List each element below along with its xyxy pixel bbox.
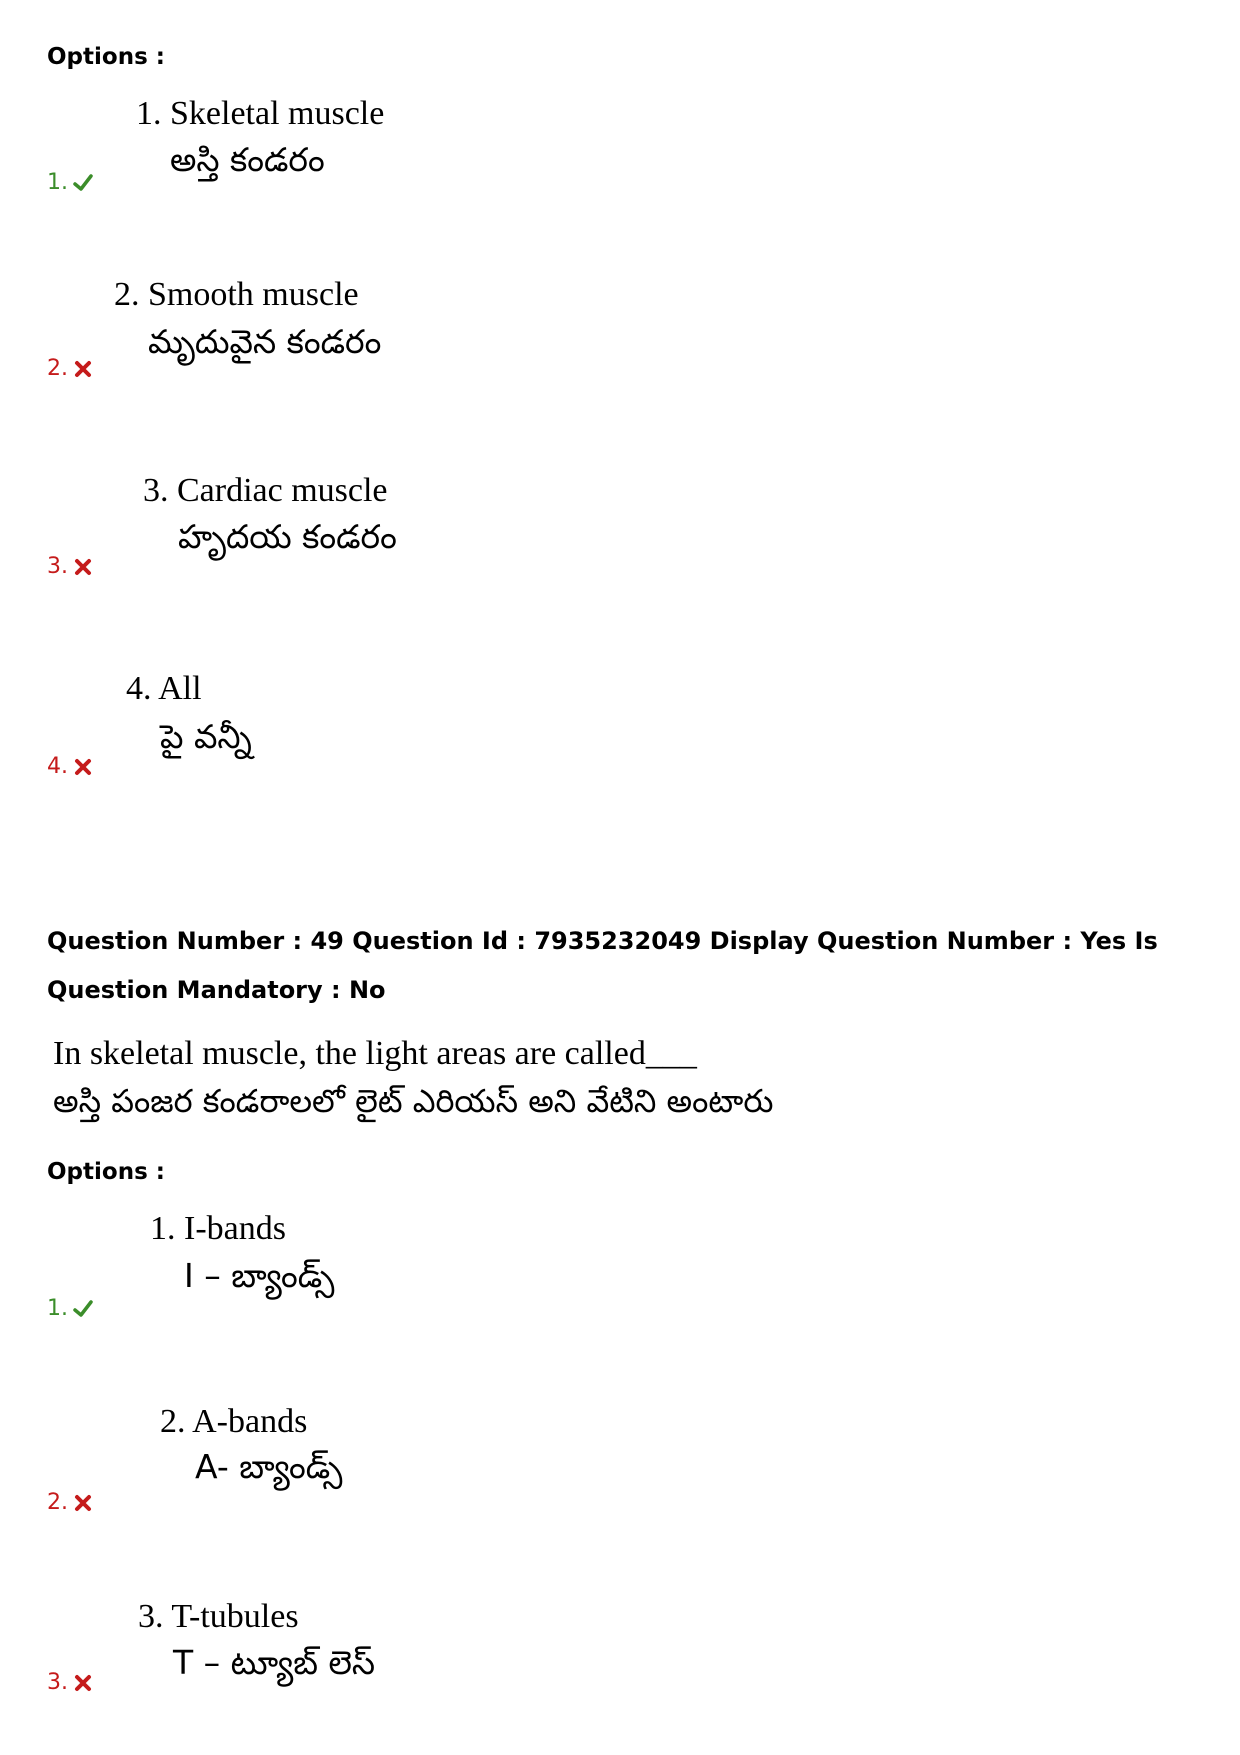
question-text-en: In skeletal muscle, the light areas are called___	[53, 1035, 697, 1072]
option-number: 2.	[47, 356, 94, 381]
option-image-en: 2. Smooth muscle	[114, 276, 359, 313]
cross-icon	[72, 556, 94, 578]
option-image-te: పై వన్నీ	[160, 717, 252, 756]
option-number: 4.	[47, 754, 94, 779]
option-image-en: 1. Skeletal muscle	[136, 95, 385, 132]
option-image-en: 1. I-bands	[150, 1210, 286, 1247]
question-header: Question Number : 49 Question Id : 7935232049 Display Question Number : Yes Is Question Mandatory : No	[47, 927, 1158, 1004]
cross-icon	[72, 1492, 94, 1514]
option-image-en: 4. All	[126, 670, 202, 707]
option-number: 1.	[47, 1296, 94, 1321]
question-text-te: అస్తి పంజర కండరాలలో లైట్ ఎరియస్ అని వేటిని అంటారు	[53, 1082, 774, 1120]
option-image-te: I – బ్యాండ్స్	[184, 1256, 335, 1295]
option-number: 3.	[47, 554, 94, 579]
cross-icon	[72, 756, 94, 778]
option-number: 2.	[47, 1490, 94, 1515]
cross-icon	[72, 358, 94, 380]
option-image-en: 3. T-tubules	[138, 1598, 299, 1635]
options-label: Options :	[47, 44, 165, 70]
option-image-te: అస్తి కండరం	[170, 140, 325, 179]
option-image-en: 3. Cardiac muscle	[143, 472, 388, 509]
option-image-te: T – ట్యూబ్ లెస్	[173, 1643, 376, 1682]
option-number: 1.	[47, 170, 94, 195]
check-icon	[72, 172, 94, 194]
options-label: Options :	[47, 1159, 165, 1185]
cross-icon	[72, 1672, 94, 1694]
option-image-te: మృదువైన కండరం	[148, 322, 382, 361]
option-image-te: A- బ్యాండ్స్	[195, 1447, 343, 1486]
option-image-en: 2. A-bands	[160, 1403, 308, 1440]
option-number: 3.	[47, 1670, 94, 1695]
check-icon	[72, 1298, 94, 1320]
option-image-te: హృదయ కండరం	[178, 517, 397, 556]
